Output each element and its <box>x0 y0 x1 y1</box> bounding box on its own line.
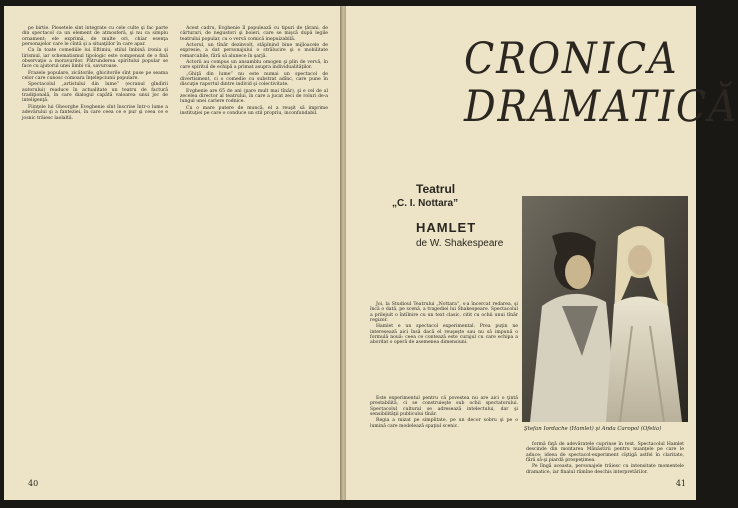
paragraph: Cu o mare putere de muncă, el a reuşit să imprime instituţiei pe care o conduce un stil propriu, inconfundabil. <box>180 105 328 117</box>
theatre-label: Teatrul <box>416 182 456 196</box>
paragraph: Frazele populare, zicătorile, ghicitorile sînt puse pe seama celor care cunosc comoara înţelepciunii populare. <box>22 70 168 82</box>
left-page-column-1 <box>22 26 168 468</box>
paragraph: Evghenie are 65 de ani (pare mult mai tînăr), şi e cel de al zecelea director al teatrului, în care a jucat zeci de roluri de-a lungul unei cariere rodnice. <box>180 88 328 105</box>
left-page <box>4 6 343 500</box>
photo-caption: Ştefan Iordache (Hamlet) şi Anda Caropol (Ofelia) <box>524 426 662 432</box>
paragraph: Actorii au compus un ansamblu omogen şi plin de vervă, în care spiritul de echipă a primat asupra individualităţilor. <box>180 60 328 71</box>
production-photo <box>522 196 688 422</box>
left-page-column-2 <box>180 26 328 468</box>
paragraph: Fiinţele lui Gheorghe Eveghenie sînt înscrise într-o lume a adevărului şi a fanteziei, în care ceea ce e pur şi ceea ce e josnic trăiesc laolaltă. <box>22 104 168 121</box>
play-author: de W. Shakespeare <box>416 238 504 249</box>
theatre-name: „C. I. Nottara” <box>392 198 459 209</box>
right-page-column-3 <box>526 442 684 480</box>
section-title-line-1: CRONICA <box>464 34 679 84</box>
paragraph: Este experimentul pentru că povestea nu are aici o ţintă prestabilită, ci se construieşte sub ochii spectatorului. Spectacolul cultural se adresează intelectului, dar şi sensibilităţii publicului tînăr. <box>370 396 518 418</box>
page-number: 40 <box>28 479 39 488</box>
paragraph: Regia a mizat pe simplitate, pe un decor sobru şi pe o lumină care modelează spaţiul scenic. <box>370 418 518 429</box>
paragraph: Ca în toate comediile lui Eftimiu, stilul îmbină ironia şi lirismul, iar schematismul tipologic este compensat de o fină observaţie a moravurilor. Pătrunderea spiritului popular se face cu ajutorul unei limbi vii, savuroase. <box>22 48 168 70</box>
production-photo-illustration <box>522 196 688 422</box>
paragraph: Pe lîngă aceasta, personajele trăiesc cu intensitate momentele dramatice, iar finalul rămîne deschis interpretărilor. <box>526 464 684 475</box>
paragraph: Actorul, un tînăr dezinvolt, stăpînind bine mijloacele de expresie, a dat personajului o strălucire şi o mobilitate remarcabile, fără să alunece în şarjă. <box>180 43 328 59</box>
paragraph: Hamlet e un spectacol experimental. Prea puţin ne interesează aici însă dacă el reuşeşte sau nu să impună o formulă nouă: ceea ce contează este curajul cu care echipa a abordat o operă de asemenea dimensiuni. <box>370 324 518 346</box>
paragraph: Acest cadru, Evghenie îl populează cu tipuri de ţărani, de cărturari, de negustori şi boieri, care se mişcă după legile teatrului popular, cu o vervă comică inepuizabilă. <box>180 26 328 42</box>
play-title: HAMLET <box>416 220 477 235</box>
right-page <box>346 6 738 500</box>
section-title-line-2: DRAMATICĂ <box>464 82 738 132</box>
page-number: 41 <box>675 479 686 488</box>
paragraph: Spectacolul „artistului din lume” (ecranul gîndirii autorului) readuce în actualitate un teatru de factură tradiţională, în care dialogul capătă valoarea unui joc de inteligenţă. <box>22 82 168 104</box>
paragraph: Joi, la Studioul Teatrului „Nottara”, s-a încercat redarea, şi încă o dată, pe scenă, a tragediei lui Shakespeare. Spectacolul a prilejuit o întîlnire cu un text clasic, citit cu ochii unui tînăr regizor. <box>370 302 518 324</box>
paragraph: pe birtie. Piesetele sint integrate cu cele culte şi fac parte din spectacol ca un element de atmosferă, şi nu ca simplu ornament; ele exprimă, de multe ori, chiar esenţa personajelor care le cîntă şi a situaţiilor în care apar. <box>22 26 168 48</box>
paragraph: „Ghiţă din lume” nu este numai un spectacol de divertisment, ci o comedie cu substrat adînc, care pune în discuţie raportul dintre individ şi colectivitate. <box>180 71 328 88</box>
right-page-column-2 <box>370 396 518 474</box>
intro-column <box>370 302 518 384</box>
paragraph: formă faţă de adevăratele cuprinse în text. Spectacolul Hamlet descinde din montarea Mănăstirii pentru nuanţele pe care le aduce; ideea de spectacol-experiment cîştigă astfel în claritate, fără să-şi piardă prospeţimea. <box>526 442 684 464</box>
